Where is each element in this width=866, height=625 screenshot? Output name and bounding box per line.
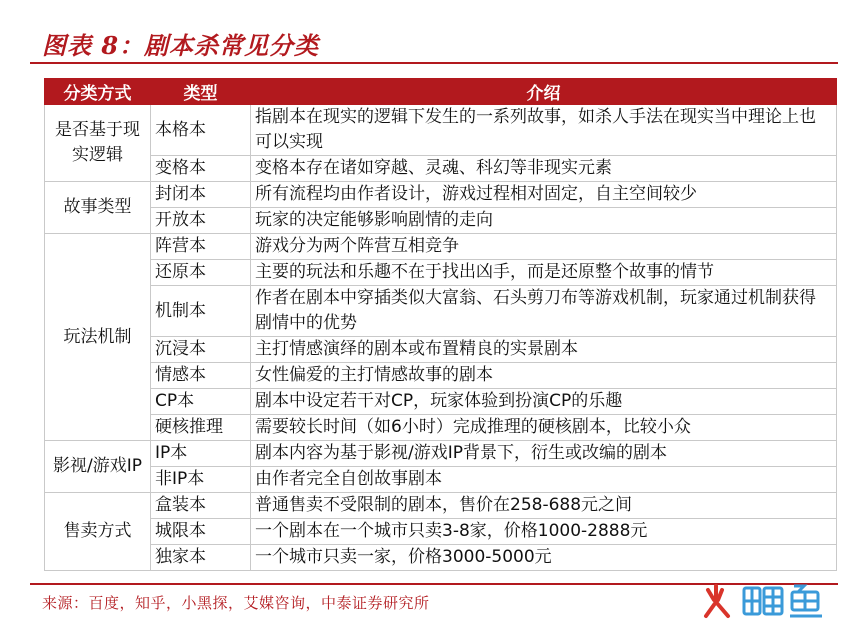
intro-cell: 需要较长时间（如6小时）完成推理的硬核剧本，比较小众 [251,415,837,441]
category-cell: 玩法机制 [45,234,151,441]
table-row [45,156,837,182]
top-rule [30,62,838,64]
intro-cell: 游戏分为两个阵营互相竞争 [251,234,837,260]
table-row [45,519,837,545]
header-type: 类型 [151,79,251,105]
table-row [45,182,837,208]
type-cell: 独家本 [151,545,251,571]
table-row [45,493,837,519]
category-cell: 是否基于现实逻辑 [45,105,151,182]
type-cell: 硬核推理 [151,415,251,441]
intro-cell: 主打情感演绎的剧本或布置精良的实景剧本 [251,337,837,363]
type-cell: 还原本 [151,260,251,286]
table-header-row [45,79,837,105]
intro-cell: 玩家的决定能够影响剧情的走向 [251,208,837,234]
type-cell: 开放本 [151,208,251,234]
table-row [45,441,837,467]
classification-table [44,78,837,571]
intro-cell: 剧本内容为基于影视/游戏IP背景下，衍生或改编的剧本 [251,441,837,467]
table-row [45,337,837,363]
figure-title: 图表 8：剧本杀常见分类 [42,31,320,60]
table-row [45,415,837,441]
type-cell: 沉浸本 [151,337,251,363]
category-cell: 故事类型 [45,182,151,234]
watermark-fire-glyph [706,586,728,616]
type-cell: 盒装本 [151,493,251,519]
intro-cell: 剧本中设定若干对CP，玩家体验到扮演CP的乐趣 [251,389,837,415]
intro-cell: 女性偏爱的主打情感故事的剧本 [251,363,837,389]
watermark-logo [700,580,830,622]
table-row [45,389,837,415]
type-cell: 阵营本 [151,234,251,260]
table-row [45,286,837,337]
intro-cell: 一个剧本在一个城市只卖3-8家，价格1000-2888元 [251,519,837,545]
table-row [45,105,837,156]
intro-cell: 指剧本在现实的逻辑下发生的一系列故事，如杀人手法在现实当中理论上也可以实现 [251,105,837,156]
intro-cell: 所有流程均由作者设计，游戏过程相对固定，自主空间较少 [251,182,837,208]
type-cell: IP本 [151,441,251,467]
type-cell: 情感本 [151,363,251,389]
intro-cell: 变格本存在诸如穿越、灵魂、科幻等非现实元素 [251,156,837,182]
table-row [45,545,837,571]
type-cell: 城限本 [151,519,251,545]
type-cell: CP本 [151,389,251,415]
intro-cell: 由作者完全自创故事剧本 [251,467,837,493]
intro-cell: 普通售卖不受限制的剧本，售价在258-688元之间 [251,493,837,519]
table-row [45,234,837,260]
type-cell: 本格本 [151,105,251,156]
intro-cell: 一个城市只卖一家，价格3000-5000元 [251,545,837,571]
type-cell: 非IP本 [151,467,251,493]
category-cell: 影视/游戏IP [45,441,151,493]
intro-cell: 主要的玩法和乐趣不在于找出凶手，而是还原整个故事的情节 [251,260,837,286]
type-cell: 机制本 [151,286,251,337]
category-cell: 售卖方式 [45,493,151,571]
type-cell: 变格本 [151,156,251,182]
table-row [45,467,837,493]
header-mode: 分类方式 [45,79,151,105]
watermark-carp-glyph-1 [744,588,782,614]
source-note: 来源：百度，知乎，小黑探，艾媒咨询，中泰证券研究所 [42,594,430,612]
type-cell: 封闭本 [151,182,251,208]
table-row [45,260,837,286]
header-intro: 介绍 [251,79,837,105]
watermark-carp-glyph-2 [790,586,822,616]
table-row [45,208,837,234]
intro-cell: 作者在剧本中穿插类似大富翁、石头剪刀布等游戏机制，玩家通过机制获得剧情中的优势 [251,286,837,337]
table-row [45,363,837,389]
